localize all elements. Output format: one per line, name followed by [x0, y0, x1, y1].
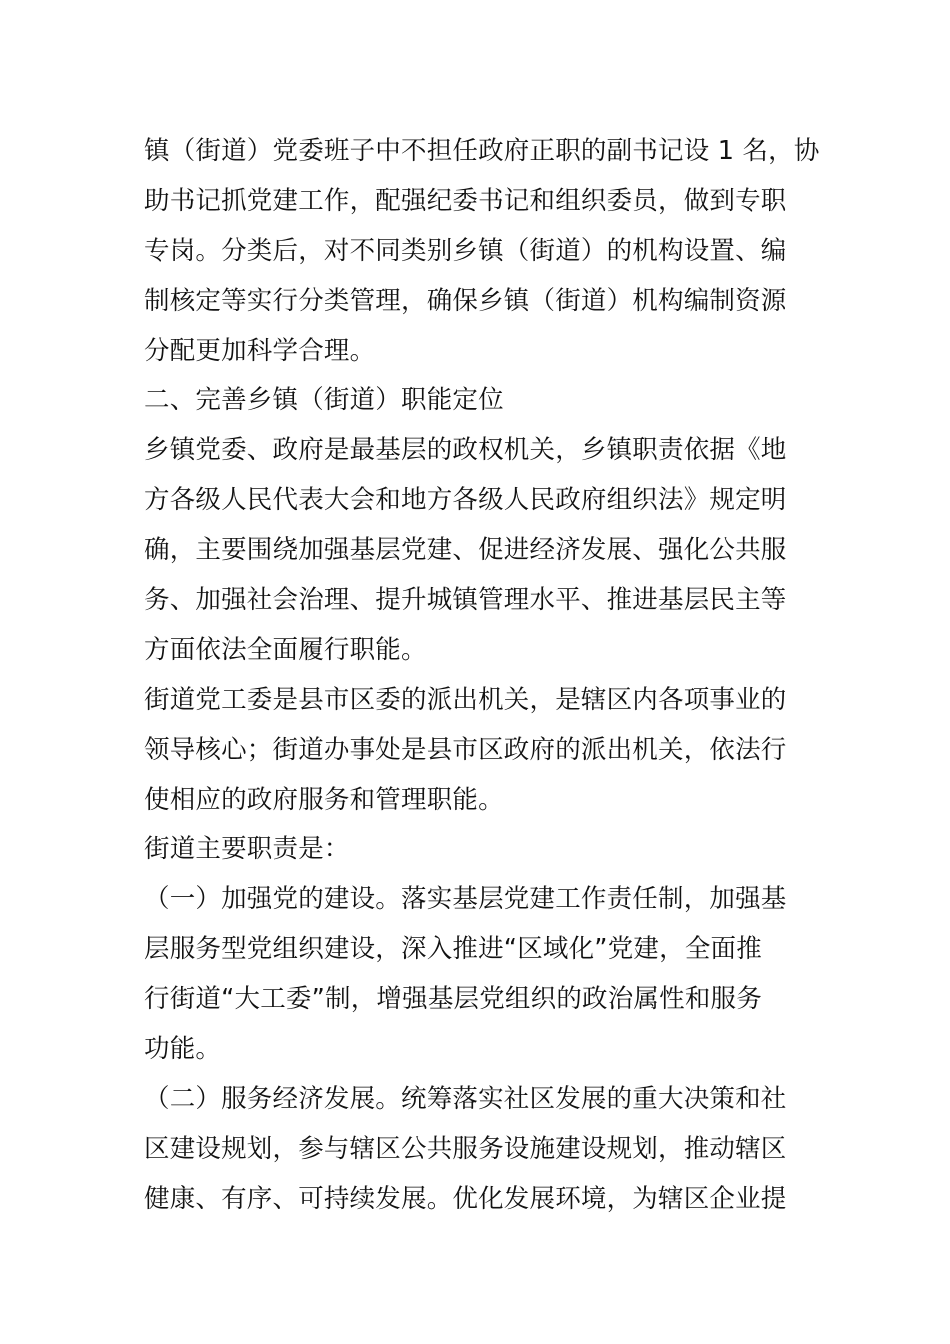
text-line: 乡镇党委、政府是最基层的政权机关，乡镇职责依据《地	[144, 435, 787, 466]
text-line: 健康、有序、可持续发展。优化发展环境，为辖区企业提	[144, 1183, 787, 1214]
section-heading: 二、完善乡镇（街道）职能定位	[144, 385, 504, 416]
text-line: 领导核心；街道办事处是县市区政府的派出机关，依法行	[144, 734, 787, 765]
text-line: 方各级人民代表大会和地方各级人民政府组织法》规定明	[144, 485, 787, 516]
text-line: 方面依法全面履行职能。	[144, 634, 427, 665]
text-line: 使相应的政府服务和管理职能。	[144, 784, 504, 815]
text-line: 务、加强社会治理、提升城镇管理水平、推进基层民主等	[144, 585, 787, 616]
text-line: 助书记抓党建工作，配强纪委书记和组织委员，做到专职	[144, 185, 787, 216]
text-line: 街道主要职责是：	[144, 834, 350, 865]
text-line: 街道党工委是县市区委的派出机关，是辖区内各项事业的	[144, 684, 787, 715]
body-text	[144, 127, 820, 1225]
text-line: 确，主要围绕加强基层党建、促进经济发展、强化公共服	[144, 535, 787, 566]
text-line: （一）加强党的建设。落实基层党建工作责任制，加强基	[144, 884, 787, 915]
text-line: 区建设规划，参与辖区公共服务设施建设规划，推动辖区	[144, 1133, 787, 1164]
text-line: （二）服务经济发展。统筹落实社区发展的重大决策和社	[144, 1083, 787, 1114]
text-line: 功能。	[144, 1034, 222, 1065]
text-line: 制核定等实行分类管理，确保乡镇（街道）机构编制资源	[144, 285, 787, 316]
text-line: 分配更加科学合理。	[144, 335, 376, 366]
text-line: 专岗。分类后，对不同类别乡镇（街道）的机构设置、编	[144, 235, 787, 266]
text-line: 层服务型党组织建设，深入推进“区域化”党建，全面推	[144, 934, 762, 965]
text-line: 行街道“大工委”制，增强基层党组织的政治属性和服务	[144, 984, 762, 1015]
text-line: 镇（街道）党委班子中不担任政府正职的副书记设 1 名，协	[144, 136, 820, 166]
